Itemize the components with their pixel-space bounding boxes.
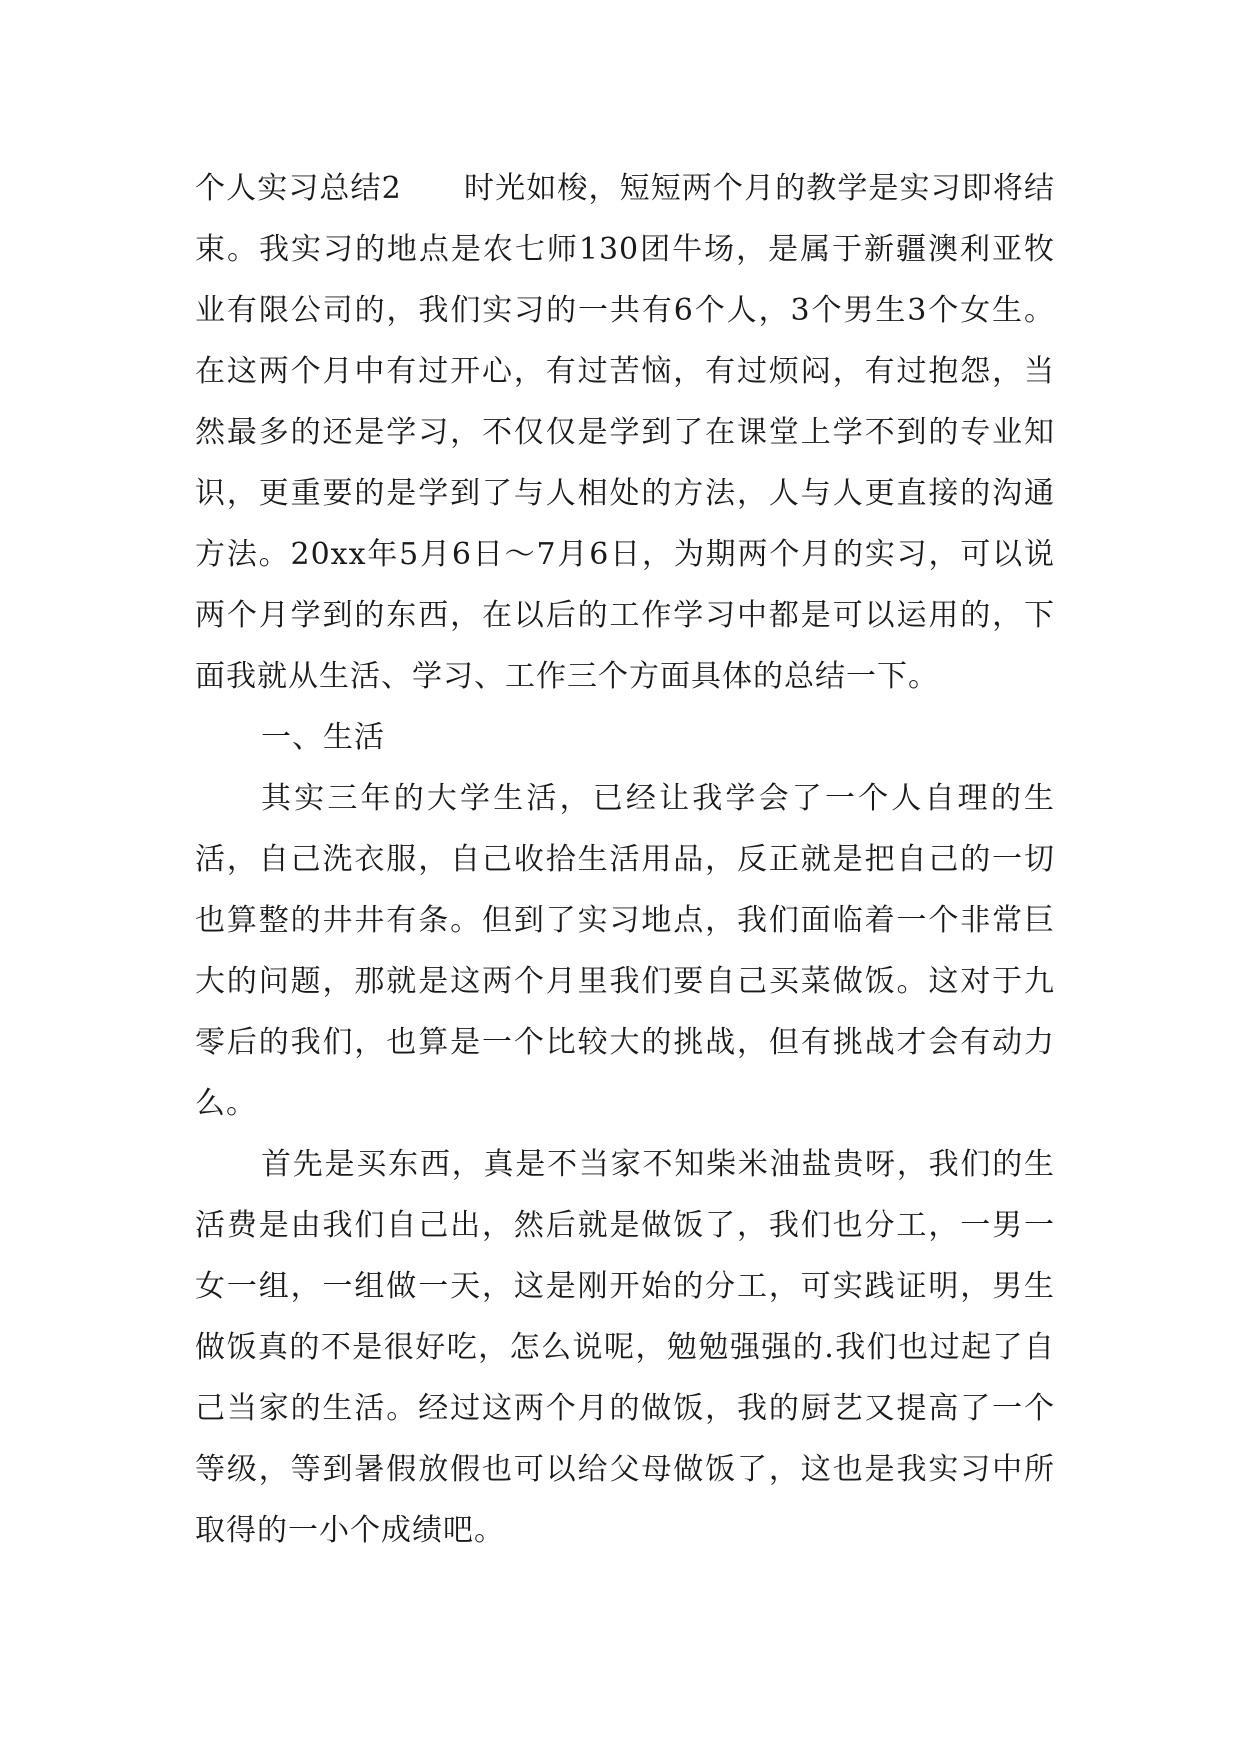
body-paragraph-2: 首先是买东西，真是不当家不知柴米油盐贵呀，我们的生活费是由我们自己出，然后就是做饭了，我们也分工，一男一女一组，一组做一天，这是刚开始的分工，可实践证明，男生做饭真的不是很好吃，怎么说呢，勉勉强强的.我们也过起了自己当家的生活。经过这两个月的做饭，我的厨艺又提高了一个等级，等到暑假放假也可以给父母做饭了，这也是我实习中所取得的一小个成绩吧。 [195, 1147, 1055, 1548]
intro-paragraph: 个人实习总结2 时光如梭，短短两个月的教学是实习即将结束。我实习的地点是农七师130团牛场，是属于新疆澳利亚牧业有限公司的，我们实习的一共有6个人，3个男生3个女生。在这两个月中有过开心，有过苦恼，有过烦闷，有过抱怨，当然最多的还是学习，不仅仅是学到了在课堂上学不到的专业知识，更重要的是学到了与人相处的方法，人与人更直接的沟通方法。20xx年5月6日～7月6日，为期两个月的实习，可以说两个月学到的东西，在以后的工作学习中都是可以运用的，下面我就从生活、学习、工作三个方面具体的总结一下。 [195, 171, 1055, 694]
document-page [195, 158, 1055, 1561]
section-heading: 一、生活 [261, 720, 385, 755]
body-paragraph-1: 其实三年的大学生活，已经让我学会了一个人自理的生活，自己洗衣服，自己收拾生活用品，反正就是把自己的一切也算整的井井有条。但到了实习地点，我们面临着一个非常巨大的问题，那就是这两个月里我们要自己买菜做饭。这对于九零后的我们，也算是一个比较大的挑战，但有挑战才会有动力么。 [195, 781, 1055, 1121]
